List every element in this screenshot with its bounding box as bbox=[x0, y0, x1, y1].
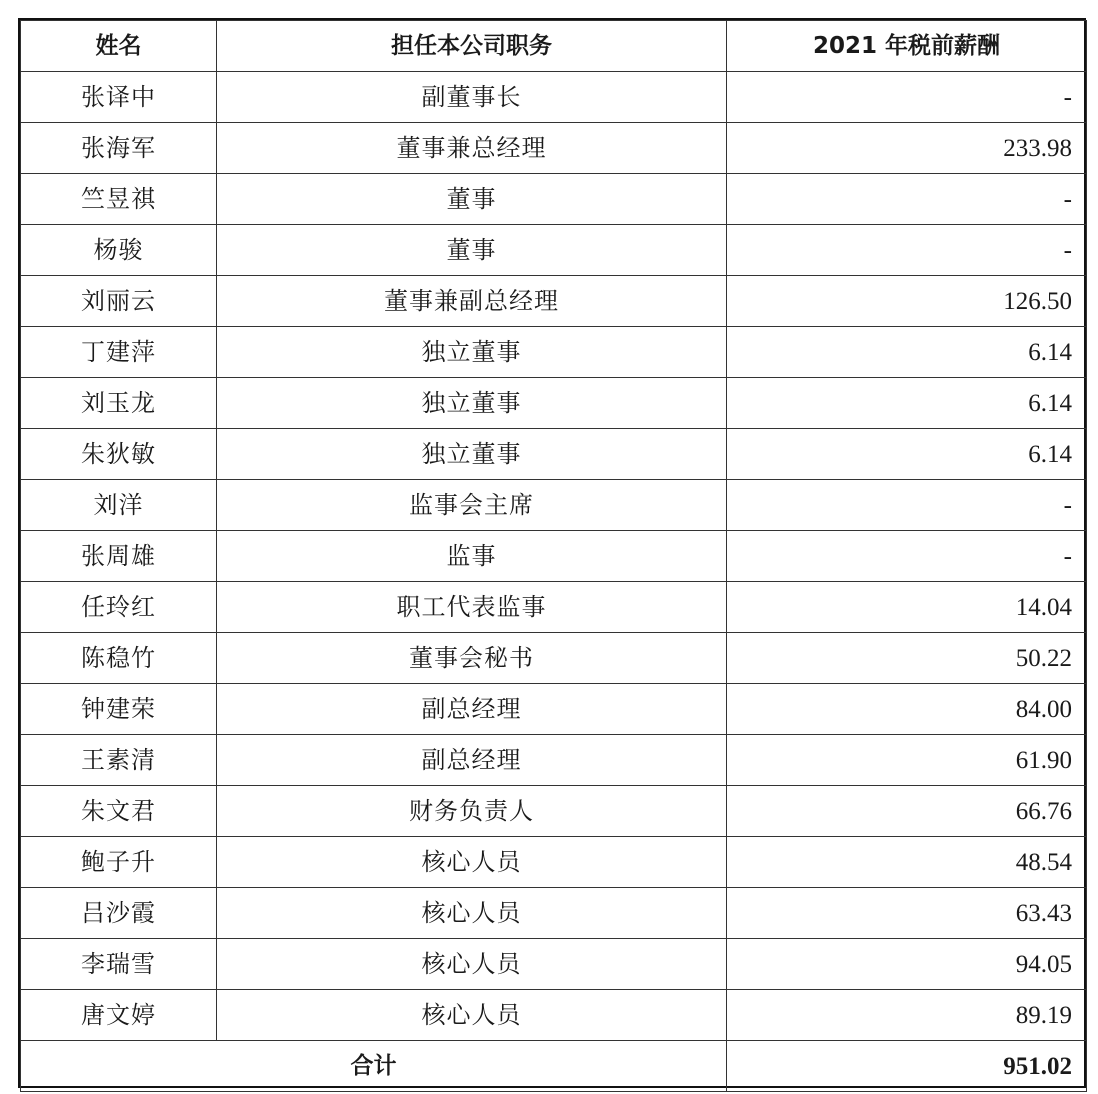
cell-name: 陈稳竹 bbox=[21, 633, 217, 684]
cell-pay: 66.76 bbox=[727, 786, 1087, 837]
cell-role: 董事兼副总经理 bbox=[217, 276, 727, 327]
cell-name: 竺昱祺 bbox=[21, 174, 217, 225]
cell-pay: 50.22 bbox=[727, 633, 1087, 684]
table-row bbox=[21, 429, 1087, 480]
cell-name: 张译中 bbox=[21, 72, 217, 123]
cell-name: 刘丽云 bbox=[21, 276, 217, 327]
cell-name: 唐文婷 bbox=[21, 990, 217, 1041]
cell-role: 独立董事 bbox=[217, 327, 727, 378]
cell-role: 副董事长 bbox=[217, 72, 727, 123]
table-row bbox=[21, 72, 1087, 123]
cell-name: 钟建荣 bbox=[21, 684, 217, 735]
cell-role: 核心人员 bbox=[217, 939, 727, 990]
total-label: 合计 bbox=[21, 1041, 727, 1092]
table-row bbox=[21, 582, 1087, 633]
table-row bbox=[21, 174, 1087, 225]
total-row bbox=[21, 1041, 1087, 1092]
cell-name: 张周雄 bbox=[21, 531, 217, 582]
header-role: 担任本公司职务 bbox=[217, 21, 727, 72]
table-row bbox=[21, 480, 1087, 531]
cell-pay: - bbox=[727, 531, 1087, 582]
cell-name: 杨骏 bbox=[21, 225, 217, 276]
table-row bbox=[21, 327, 1087, 378]
cell-name: 鲍子升 bbox=[21, 837, 217, 888]
cell-name: 朱文君 bbox=[21, 786, 217, 837]
cell-role: 独立董事 bbox=[217, 429, 727, 480]
cell-pay: 61.90 bbox=[727, 735, 1087, 786]
header-name: 姓名 bbox=[21, 21, 217, 72]
table-row bbox=[21, 888, 1087, 939]
cell-pay: - bbox=[727, 72, 1087, 123]
cell-pay: 6.14 bbox=[727, 378, 1087, 429]
cell-pay: 48.54 bbox=[727, 837, 1087, 888]
total-value: 951.02 bbox=[727, 1041, 1087, 1092]
table-row bbox=[21, 531, 1087, 582]
cell-name: 刘洋 bbox=[21, 480, 217, 531]
cell-name: 吕沙霞 bbox=[21, 888, 217, 939]
cell-role: 核心人员 bbox=[217, 888, 727, 939]
table-row bbox=[21, 684, 1087, 735]
cell-role: 董事兼总经理 bbox=[217, 123, 727, 174]
cell-pay: 126.50 bbox=[727, 276, 1087, 327]
table-row bbox=[21, 633, 1087, 684]
table-body bbox=[21, 72, 1087, 1092]
cell-role: 职工代表监事 bbox=[217, 582, 727, 633]
cell-pay: 233.98 bbox=[727, 123, 1087, 174]
table-row bbox=[21, 276, 1087, 327]
cell-pay: 63.43 bbox=[727, 888, 1087, 939]
compensation-table-frame bbox=[18, 18, 1086, 1088]
cell-pay: 84.00 bbox=[727, 684, 1087, 735]
table-row bbox=[21, 939, 1087, 990]
cell-role: 核心人员 bbox=[217, 837, 727, 888]
cell-role: 副总经理 bbox=[217, 684, 727, 735]
table-row bbox=[21, 837, 1087, 888]
table-row bbox=[21, 786, 1087, 837]
cell-name: 王素清 bbox=[21, 735, 217, 786]
cell-name: 刘玉龙 bbox=[21, 378, 217, 429]
cell-name: 任玲红 bbox=[21, 582, 217, 633]
cell-role: 副总经理 bbox=[217, 735, 727, 786]
cell-pay: - bbox=[727, 225, 1087, 276]
cell-role: 监事 bbox=[217, 531, 727, 582]
cell-name: 朱狄敏 bbox=[21, 429, 217, 480]
cell-role: 董事 bbox=[217, 174, 727, 225]
cell-role: 核心人员 bbox=[217, 990, 727, 1041]
cell-name: 张海军 bbox=[21, 123, 217, 174]
table-row bbox=[21, 225, 1087, 276]
cell-name: 丁建萍 bbox=[21, 327, 217, 378]
cell-pay: - bbox=[727, 480, 1087, 531]
cell-role: 财务负责人 bbox=[217, 786, 727, 837]
cell-pay: 94.05 bbox=[727, 939, 1087, 990]
cell-pay: - bbox=[727, 174, 1087, 225]
table-row bbox=[21, 378, 1087, 429]
compensation-table bbox=[20, 20, 1087, 1092]
cell-pay: 6.14 bbox=[727, 327, 1087, 378]
table-row bbox=[21, 123, 1087, 174]
table-row bbox=[21, 735, 1087, 786]
header-pay: 2021 年税前薪酬 bbox=[727, 21, 1087, 72]
cell-pay: 6.14 bbox=[727, 429, 1087, 480]
table-header-row bbox=[21, 21, 1087, 72]
cell-pay: 14.04 bbox=[727, 582, 1087, 633]
cell-role: 监事会主席 bbox=[217, 480, 727, 531]
table-row bbox=[21, 990, 1087, 1041]
cell-role: 董事 bbox=[217, 225, 727, 276]
cell-name: 李瑞雪 bbox=[21, 939, 217, 990]
cell-role: 独立董事 bbox=[217, 378, 727, 429]
cell-pay: 89.19 bbox=[727, 990, 1087, 1041]
cell-role: 董事会秘书 bbox=[217, 633, 727, 684]
